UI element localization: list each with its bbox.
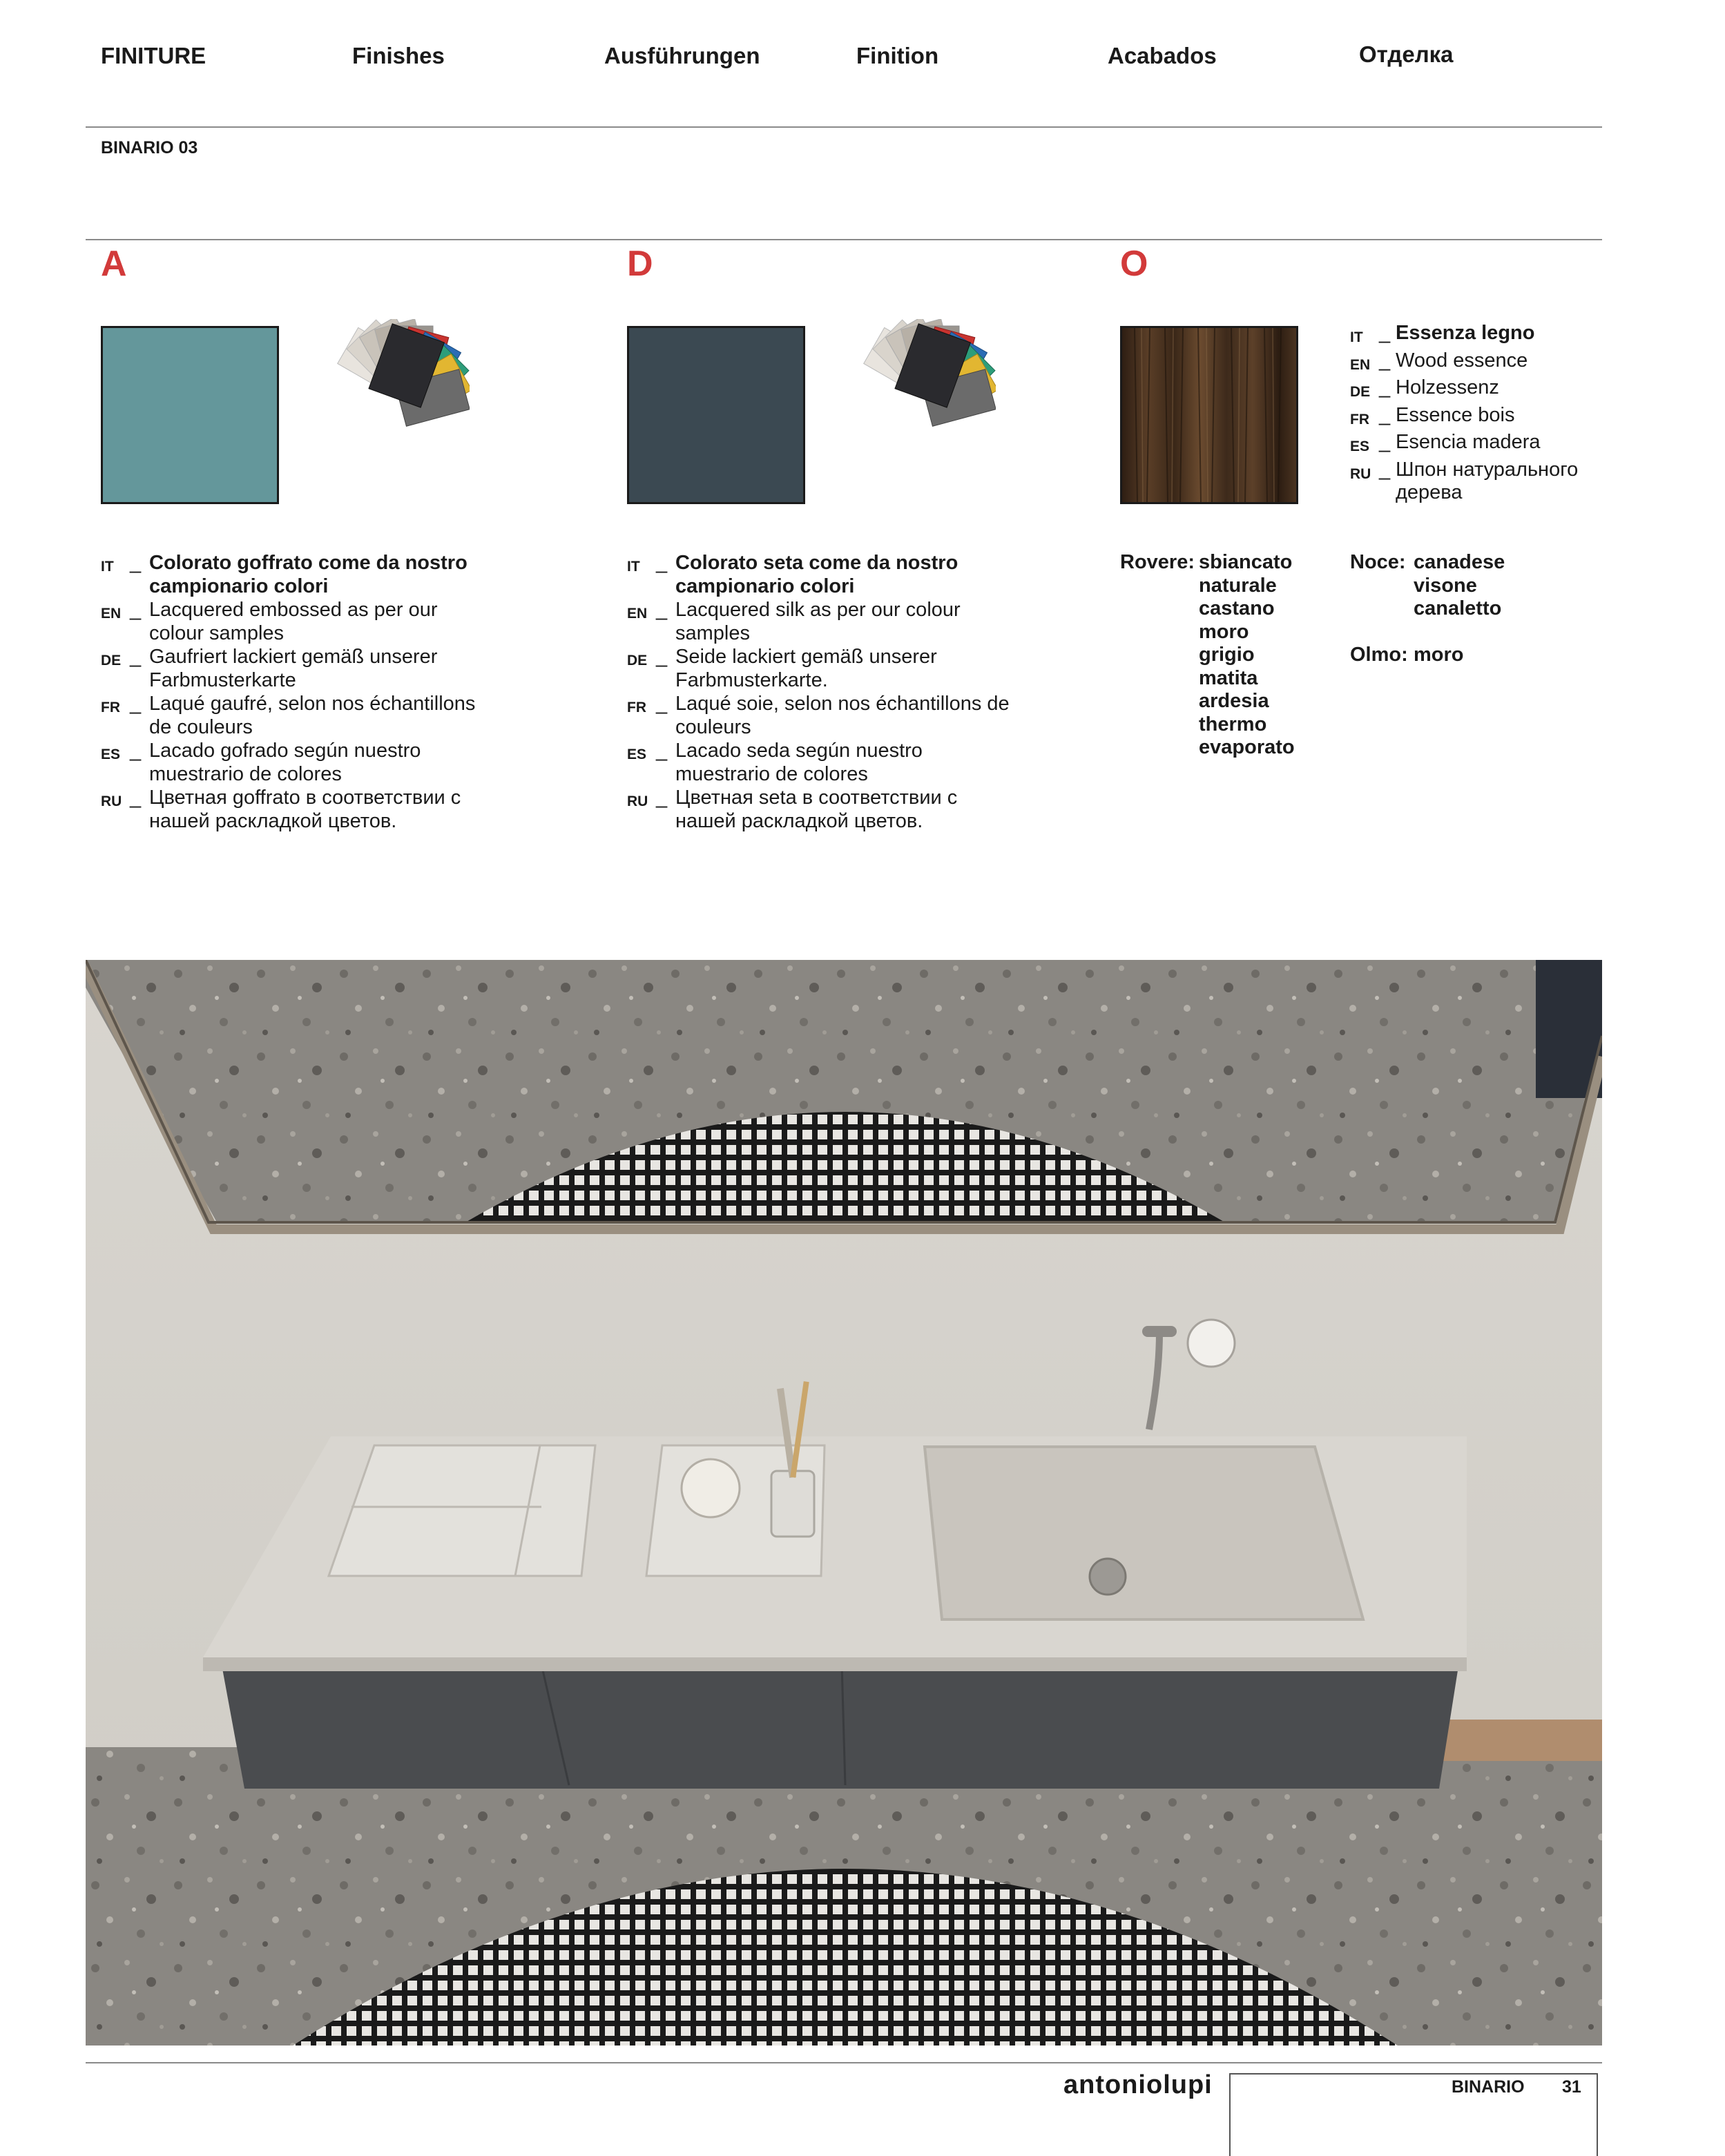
wood-line: IT _ Essenza legno bbox=[1350, 322, 1535, 345]
header-en: Finishes bbox=[352, 43, 445, 68]
footer-rule bbox=[86, 2062, 1602, 2063]
finish-d-line: ES _ Lacado seda según nuestro muestrario de colores bbox=[627, 740, 923, 785]
finish-d-line: FR _ Laqué soie, selon nos échantillons de couleurs bbox=[627, 693, 1010, 738]
olmo-value: moro bbox=[1414, 644, 1464, 666]
rovere-value: evaporato bbox=[1199, 736, 1295, 758]
color-fan-icon bbox=[851, 319, 996, 464]
finish-letter-a: A bbox=[101, 244, 127, 284]
rovere-value: sbiancato bbox=[1199, 551, 1293, 573]
wood-essence-list bbox=[1350, 322, 1599, 505]
rovere-value: naturale bbox=[1199, 574, 1277, 597]
footer-collection: BINARIO bbox=[1452, 2077, 1525, 2097]
finish-a-line: ES _ Lacado gofrado según nuestro muestrario de colores bbox=[101, 740, 421, 785]
header-it: FINITURE bbox=[101, 43, 206, 68]
finish-a-line: FR _ Laqué gaufré, selon nos échantillons de couleurs bbox=[101, 693, 476, 738]
header-de: Ausführungen bbox=[604, 43, 760, 68]
finish-letter-d: D bbox=[627, 244, 653, 284]
finish-d-line: EN _ Lacquered silk as per our colour samples bbox=[627, 599, 961, 644]
section-rule bbox=[86, 239, 1602, 240]
swatch-o-wood bbox=[1120, 326, 1298, 504]
page-number: 31 bbox=[1562, 2077, 1581, 2097]
header-es: Acabados bbox=[1108, 43, 1217, 68]
rovere-label: Rovere: bbox=[1120, 551, 1195, 573]
footer-box bbox=[1229, 2073, 1598, 2156]
rovere-value: castano bbox=[1199, 597, 1275, 619]
rovere-options bbox=[1120, 551, 1295, 760]
swatch-d bbox=[627, 326, 805, 504]
wood-line: ES _ Esencia madera bbox=[1350, 431, 1541, 454]
finish-a-line: DE _ Gaufriert lackiert gemäß unserer Farbmusterkarte bbox=[101, 646, 438, 691]
color-fan-icon bbox=[325, 319, 470, 464]
finish-d-description bbox=[627, 551, 1014, 833]
header-fr: Finition bbox=[856, 43, 939, 68]
finish-a-description bbox=[101, 551, 488, 833]
rovere-value: ardesia bbox=[1199, 690, 1269, 712]
noce-value: canaletto bbox=[1414, 597, 1502, 619]
rovere-value: matita bbox=[1199, 666, 1258, 689]
brand-logo: antoniolupi bbox=[1063, 2070, 1213, 2099]
finish-d-line: IT _ Colorato seta come da nostro campionario colori bbox=[627, 552, 958, 597]
product-photo bbox=[86, 960, 1602, 2046]
rovere-value: thermo bbox=[1199, 713, 1267, 735]
noce-value: canadese bbox=[1414, 551, 1505, 573]
wood-line: RU _ Шпон натурального дерева bbox=[1350, 458, 1579, 503]
noce-value: visone bbox=[1414, 574, 1477, 597]
finish-a-line: RU _ Цветная goffrato в соответствии с нашей раскладкой цветов. bbox=[101, 787, 461, 832]
olmo-label: Olmo: bbox=[1350, 644, 1408, 666]
noce-label: Noce: bbox=[1350, 551, 1406, 573]
swatch-a bbox=[101, 326, 279, 504]
header-rule bbox=[86, 126, 1602, 128]
finish-d-line: DE _ Seide lackiert gemäß unserer Farbmusterkarte. bbox=[627, 646, 937, 691]
product-name: BINARIO 03 bbox=[101, 138, 198, 157]
header-ru: Отделка bbox=[1359, 41, 1454, 67]
noce-olmo-options bbox=[1350, 551, 1505, 667]
rovere-value: moro bbox=[1199, 620, 1249, 643]
finish-a-line: IT _ Colorato goffrato come da nostro campionario colori bbox=[101, 552, 468, 597]
finish-d-line: RU _ Цветная seta в соответствии с нашей раскладкой цветов. bbox=[627, 787, 958, 832]
finish-a-line: EN _ Lacquered embossed as per our colour samples bbox=[101, 599, 438, 644]
rovere-value: grigio bbox=[1199, 644, 1255, 666]
wood-line: FR _ Essence bois bbox=[1350, 403, 1515, 427]
finish-letter-o: O bbox=[1120, 244, 1148, 284]
wood-line: DE _ Holzessenz bbox=[1350, 376, 1499, 400]
wood-line: EN _ Wood essence bbox=[1350, 349, 1528, 373]
